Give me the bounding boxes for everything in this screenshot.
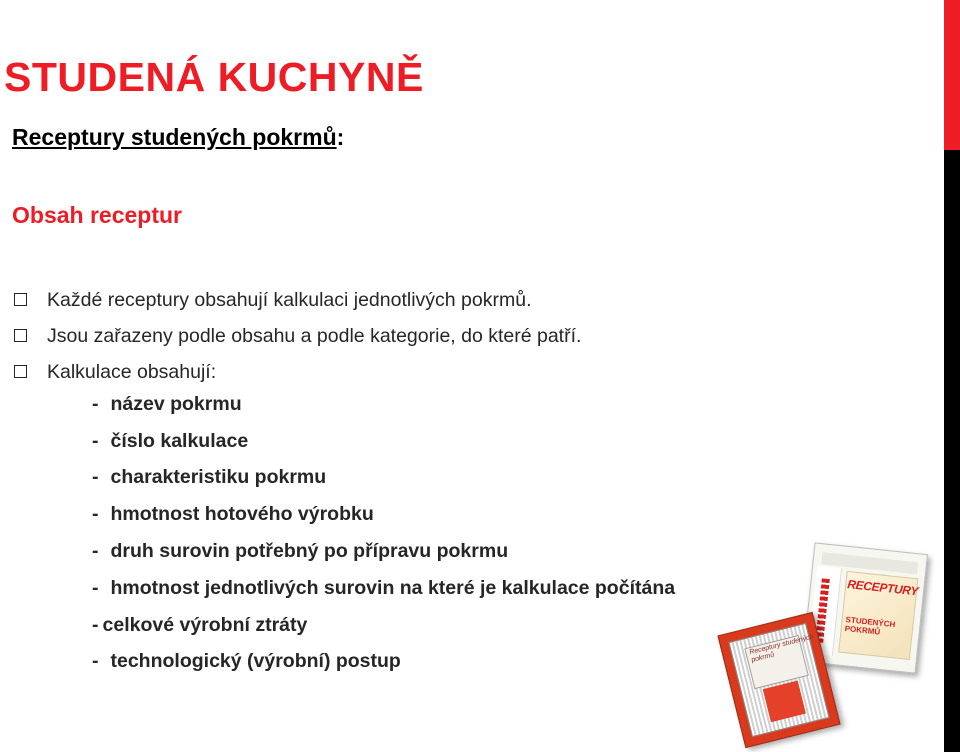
- subtitle: [12, 124, 344, 151]
- dash-marker: -: [92, 392, 99, 415]
- book-label-text: Receptury studených pokrmů: [748, 633, 815, 664]
- bullet-item: [14, 354, 581, 390]
- checkbox-bullet-icon: [14, 293, 27, 306]
- list-item-text: hmotnost hotového výrobku: [110, 503, 374, 526]
- subtitle-text: Receptury studených pokrmů: [12, 124, 337, 150]
- bullet-item: [14, 318, 581, 354]
- bullet-text: Každé receptury obsahují kalkulaci jednotlivých pokrmů.: [47, 288, 532, 311]
- list-item: [92, 644, 675, 681]
- subtitle-colon: :: [336, 124, 345, 150]
- bullet-list: [14, 282, 581, 390]
- list-item: [92, 607, 675, 644]
- section-heading: Obsah receptur: [12, 202, 182, 228]
- dash-marker: -: [92, 540, 99, 563]
- dash-marker: -: [92, 429, 99, 452]
- list-item: [92, 386, 675, 423]
- dash-marker: -: [92, 466, 99, 489]
- list-item-text: hmotnost jednotlivých surovin na které je kalkulace počítána: [110, 576, 676, 599]
- dash-marker: -: [92, 613, 99, 636]
- bullet-text: Jsou zařazeny podle obsahu a podle kategorie, do které patří.: [47, 324, 582, 347]
- list-item-text: druh surovin potřebný po přípravu pokrmu: [110, 540, 509, 563]
- right-edge-red-accent: [944, 0, 960, 150]
- list-item: [92, 496, 675, 533]
- list-item: [92, 533, 675, 570]
- checkbox-bullet-icon: [14, 365, 27, 378]
- bullet-text: Kalkulace obsahují:: [47, 360, 217, 383]
- list-item-text: název pokrmu: [110, 392, 242, 415]
- book-title: RECEPTURY: [846, 577, 919, 599]
- right-edge-bar: [944, 0, 960, 752]
- list-item-text: číslo kalkulace: [110, 429, 249, 452]
- dash-marker: -: [92, 650, 99, 673]
- bullet-item: [14, 282, 581, 318]
- list-item: [92, 423, 675, 460]
- list-item-text: celkové výrobní ztráty: [102, 613, 308, 636]
- calculation-contents-list: [92, 386, 675, 680]
- book-subtitle: STUDENÝCH POKRMŮ: [844, 615, 896, 637]
- list-item: [92, 570, 675, 607]
- list-item-text: technologický (výrobní) postup: [110, 650, 401, 673]
- list-item-text: charakteristiku pokrmu: [110, 466, 327, 489]
- checkbox-bullet-icon: [14, 329, 27, 342]
- dash-marker: -: [92, 503, 99, 526]
- page-title: STUDENÁ KUCHYNĚ: [4, 54, 424, 100]
- dash-marker: -: [92, 576, 99, 599]
- list-item: [92, 460, 675, 497]
